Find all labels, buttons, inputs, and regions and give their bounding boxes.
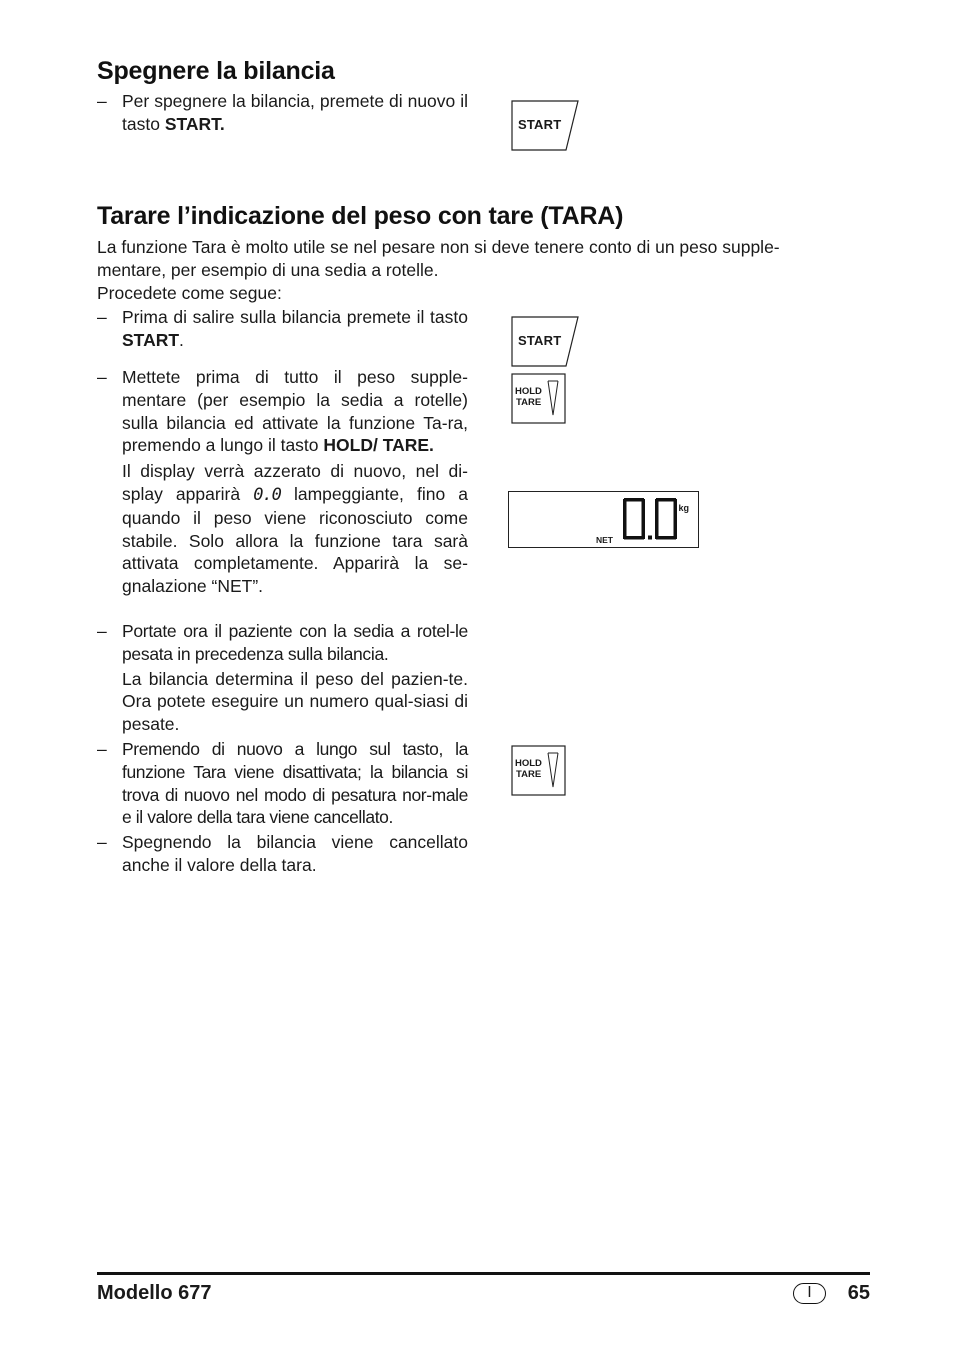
- hold-tare-key-icon: [511, 373, 567, 425]
- list-item: [97, 366, 468, 598]
- item-text: La bilancia determina il peso del pazien-te. Ora potete eseguire un numero qual-siasi di pesate.: [122, 668, 468, 735]
- item-text: lampeggiante, fino a quando il peso viene riconosciuto come stabile. Solo allora la funzione tara sarà attivata completamente. Apparirà la se-gnalazione “NET”.: [122, 483, 468, 597]
- segment-display-text: 0.0: [253, 484, 281, 505]
- intro-line: mentare, per esempio di una sedia a rotelle.: [97, 259, 439, 280]
- start-key-icon: [511, 316, 581, 368]
- bullet-dash: –: [97, 621, 107, 641]
- scale-display: [508, 491, 699, 548]
- footer-model: Modello 677: [97, 1282, 212, 1304]
- item-text: Portate ora il paziente con la sedia a rotel-le pesata in precedenza sulla bilancia.: [122, 621, 468, 664]
- intro-line: La funzione Tara è molto utile se nel pesare non si deve tenere conto di un peso supple-: [97, 237, 780, 257]
- item-text: .: [179, 329, 184, 350]
- list-item: [97, 738, 468, 829]
- list-item: [97, 90, 468, 136]
- item-emphasis: START: [122, 329, 180, 350]
- display-unit: kg: [678, 503, 689, 513]
- section-title-tara: Tarare l’indicazione del peso con tare (TARA): [97, 202, 624, 230]
- item-text: Spegnendo la bilancia viene cancellato anche il valore della tara.: [122, 832, 468, 875]
- list-item: [97, 306, 468, 352]
- item-text: Prima di salire sulla bilancia premete il tasto: [122, 307, 468, 327]
- bullet-dash: –: [97, 91, 107, 111]
- item-emphasis: START.: [164, 113, 225, 134]
- item-text: Mettete prima di tutto il peso supple-mentare (per esempio la sedia a rotelle) sulla bilancia ed attivate la funzione Ta-ra, premendo a lungo il tasto: [122, 367, 468, 456]
- item-emphasis: HOLD/ TARE.: [323, 435, 434, 456]
- start-key-label: START: [518, 333, 562, 348]
- footer-rule: [97, 1272, 870, 1275]
- hold-label-line: HOLD: [515, 758, 542, 769]
- hold-tare-key-icon: [511, 745, 567, 797]
- display-digits: [622, 496, 680, 542]
- start-key-label: START: [518, 117, 562, 132]
- list-item: [97, 620, 468, 736]
- list-item: [97, 831, 468, 877]
- intro-paragraph: [97, 236, 877, 304]
- item-paragraph: [122, 460, 468, 598]
- display-net-indicator: NET: [596, 535, 613, 545]
- start-key-icon: [511, 100, 581, 152]
- hold-label-line: HOLD: [515, 386, 542, 397]
- intro-line: Procedete come segue:: [97, 282, 282, 303]
- hold-tare-label: [515, 387, 542, 408]
- tare-label-line: TARE: [516, 396, 542, 408]
- tare-label-line: TARE: [516, 768, 542, 780]
- bullet-dash: –: [97, 367, 107, 387]
- bullet-dash: –: [97, 307, 107, 327]
- bullet-dash: –: [97, 739, 107, 759]
- item-text: Premendo di nuovo a lungo sul tasto, la funzione Tara viene disattivata; la bilancia si trova di nuovo nel modo di pesatura nor-male e il valore della tara viene cancellato.: [122, 739, 468, 828]
- hold-tare-label: [515, 759, 542, 780]
- bullet-dash: –: [97, 832, 107, 852]
- page-number: 65: [847, 1282, 870, 1304]
- language-badge: I: [793, 1283, 826, 1304]
- item-text: Per spegnere la bilancia, premete di nuovo il tasto: [122, 91, 468, 134]
- section-title-spegnere: Spegnere la bilancia: [97, 57, 335, 85]
- item-text: Il display verrà azzerato di nuovo, nel di-splay apparirà: [122, 461, 468, 504]
